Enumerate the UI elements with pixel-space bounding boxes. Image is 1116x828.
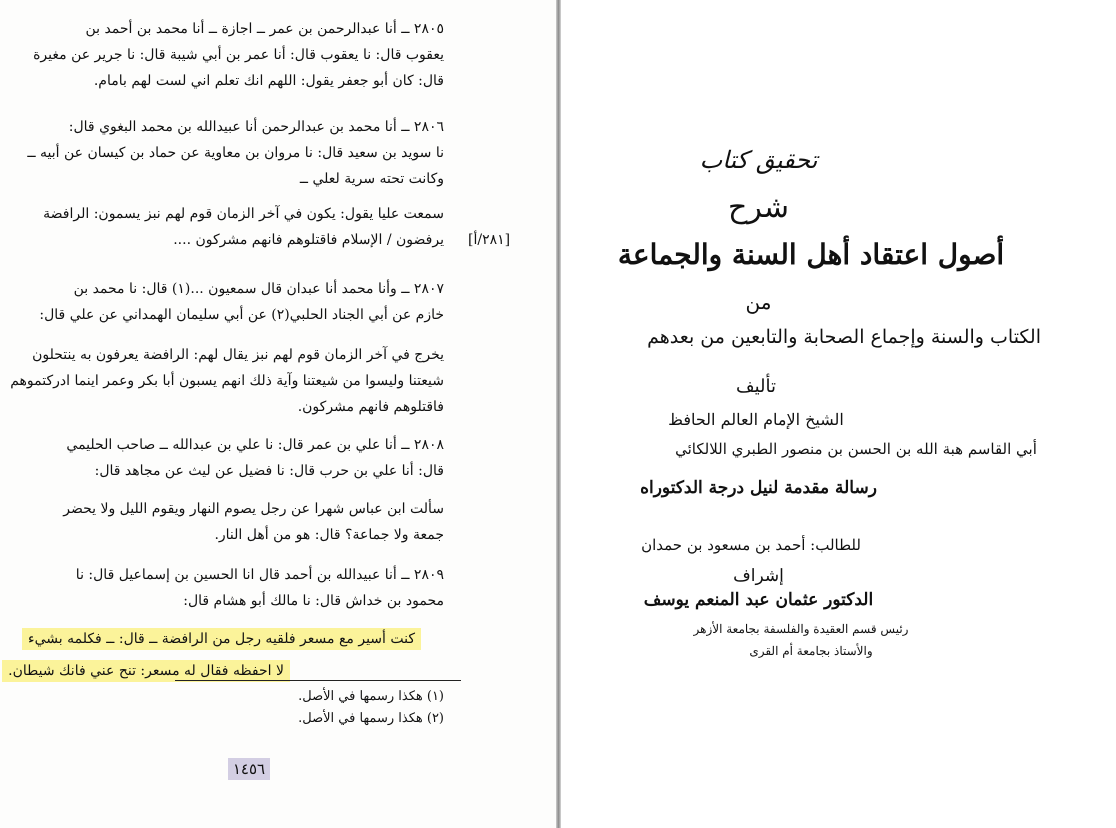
supervision-label: إشراف [733, 566, 784, 586]
text-line: ٢٨٠٧ ــ وأنا محمد أنا عبدان قال سمعيون ...(١) قال: نا محمد بن [73, 281, 444, 297]
highlighted-text-line: كنت أسير مع مسعر فلقيه رجل من الرافضة ــ قال: ــ فكلمه بشيء [22, 628, 421, 650]
text-line: وكانت تحته سرية لعلي ــ [299, 171, 444, 187]
text-line: فاقتلوهم فانهم مشركون. [297, 399, 444, 415]
text-line: يخرج في آخر الزمان قوم لهم نبز يقال لهم: الرافضة يعرفون به ينتحلون [32, 347, 444, 363]
text-line: يرفضون / الإسلام فاقتلوهم فانهم مشركون .... [173, 232, 444, 248]
supervisor-role: والأستاذ بجامعة أم القرى [749, 644, 873, 658]
text-line: خازم عن أبي الجناد الحلبي(٢) عن أبي سليمان الهمداني عن علي قال: [39, 307, 444, 323]
text-line: محمود بن خداش قال: نا مالك أبو هشام قال: [183, 593, 444, 609]
text-line: نا سويد بن سعيد قال: نا مروان بن معاوية عن حماد بن كيسان عن أبيه ــ [27, 145, 444, 161]
text-line: سمعت عليا يقول: يكون في آخر الزمان قوم لهم نبز يسمون: الرافضة [43, 206, 444, 222]
text-line: شيعتنا وليسوا من شيعتنا وآية ذلك انهم يسبون أبا بكر وعمر اينما ادركتموهم [10, 373, 444, 389]
right-page [561, 0, 1116, 828]
text-line: قال: أنا علي بن حرب قال: نا فضيل عن ليث عن مجاهد قال: [94, 463, 444, 479]
text-line: ٢٨٠٥ ــ أنا عبدالرحمن بن عمر ــ اجازة ــ أنا محمد بن أحمد بن [85, 21, 444, 37]
footnote: (٢) هكذا رسمها في الأصل. [298, 711, 444, 726]
text-line: ٢٨٠٦ ــ أنا محمد بن عبدالرحمن أنا عبيدالله بن محمد البغوي قال: [68, 119, 444, 135]
margin-reference: [٢٨١/أ] [468, 232, 511, 248]
book-subtitle: الكتاب والسنة وإجماع الصحابة والتابعين من بعدهم [647, 326, 1041, 348]
footnote: (١) هكذا رسمها في الأصل. [298, 689, 444, 704]
text-line: يعقوب قال: نا يعقوب قال: أنا عمر بن أبي شيبة قال: نا جرير عن مغيرة [33, 47, 444, 63]
supervisor-role: رئيس قسم العقيدة والفلسفة بجامعة الأزهر [693, 622, 909, 636]
cover-from: من [745, 290, 772, 314]
text-line: سألت ابن عباس شهرا عن رجل يصوم النهار ويقوم الليل ولا يحضر [63, 501, 444, 517]
footnote-rule [175, 680, 461, 681]
left-page [0, 0, 556, 828]
cover-heading: تحقيق كتاب [699, 146, 818, 174]
highlighted-text-line: لا احفظه فقال له مسعر: تنح عني فانك شيطان. [2, 660, 290, 682]
author-title: الشيخ الإمام العالم الحافظ [668, 410, 844, 429]
book-title: أصول اعتقاد أهل السنة والجماعة [617, 238, 1005, 271]
supervisor-name: الدكتور عثمان عبد المنعم يوسف [643, 590, 874, 610]
text-line: قال: كان أبو جعفر يقول: اللهم انك تعلم اني لست لهم بامام. [93, 73, 444, 89]
text-line: ٢٨٠٩ ــ أنا عبيدالله بن أحمد قال انا الحسين بن إسماعيل قال: نا [75, 567, 444, 583]
author-name: أبي القاسم هبة الله بن الحسن بن منصور الطبري اللالكائي [675, 440, 1037, 458]
cover-heading: شرح [727, 190, 790, 225]
student-name: للطالب: أحمد بن مسعود بن حمدان [641, 536, 861, 554]
text-line: جمعة ولا جماعة؟ قال: هو من أهل النار. [214, 527, 444, 543]
page-number: ١٤٥٦ [228, 758, 270, 780]
thesis-statement: رسالة مقدمة لنيل درجة الدكتوراه [640, 478, 877, 498]
text-line: ٢٨٠٨ ــ أنا علي بن عمر قال: نا علي بن عبدالله ــ صاحب الحليمي [66, 437, 444, 453]
authored-label: تأليف [735, 376, 777, 397]
